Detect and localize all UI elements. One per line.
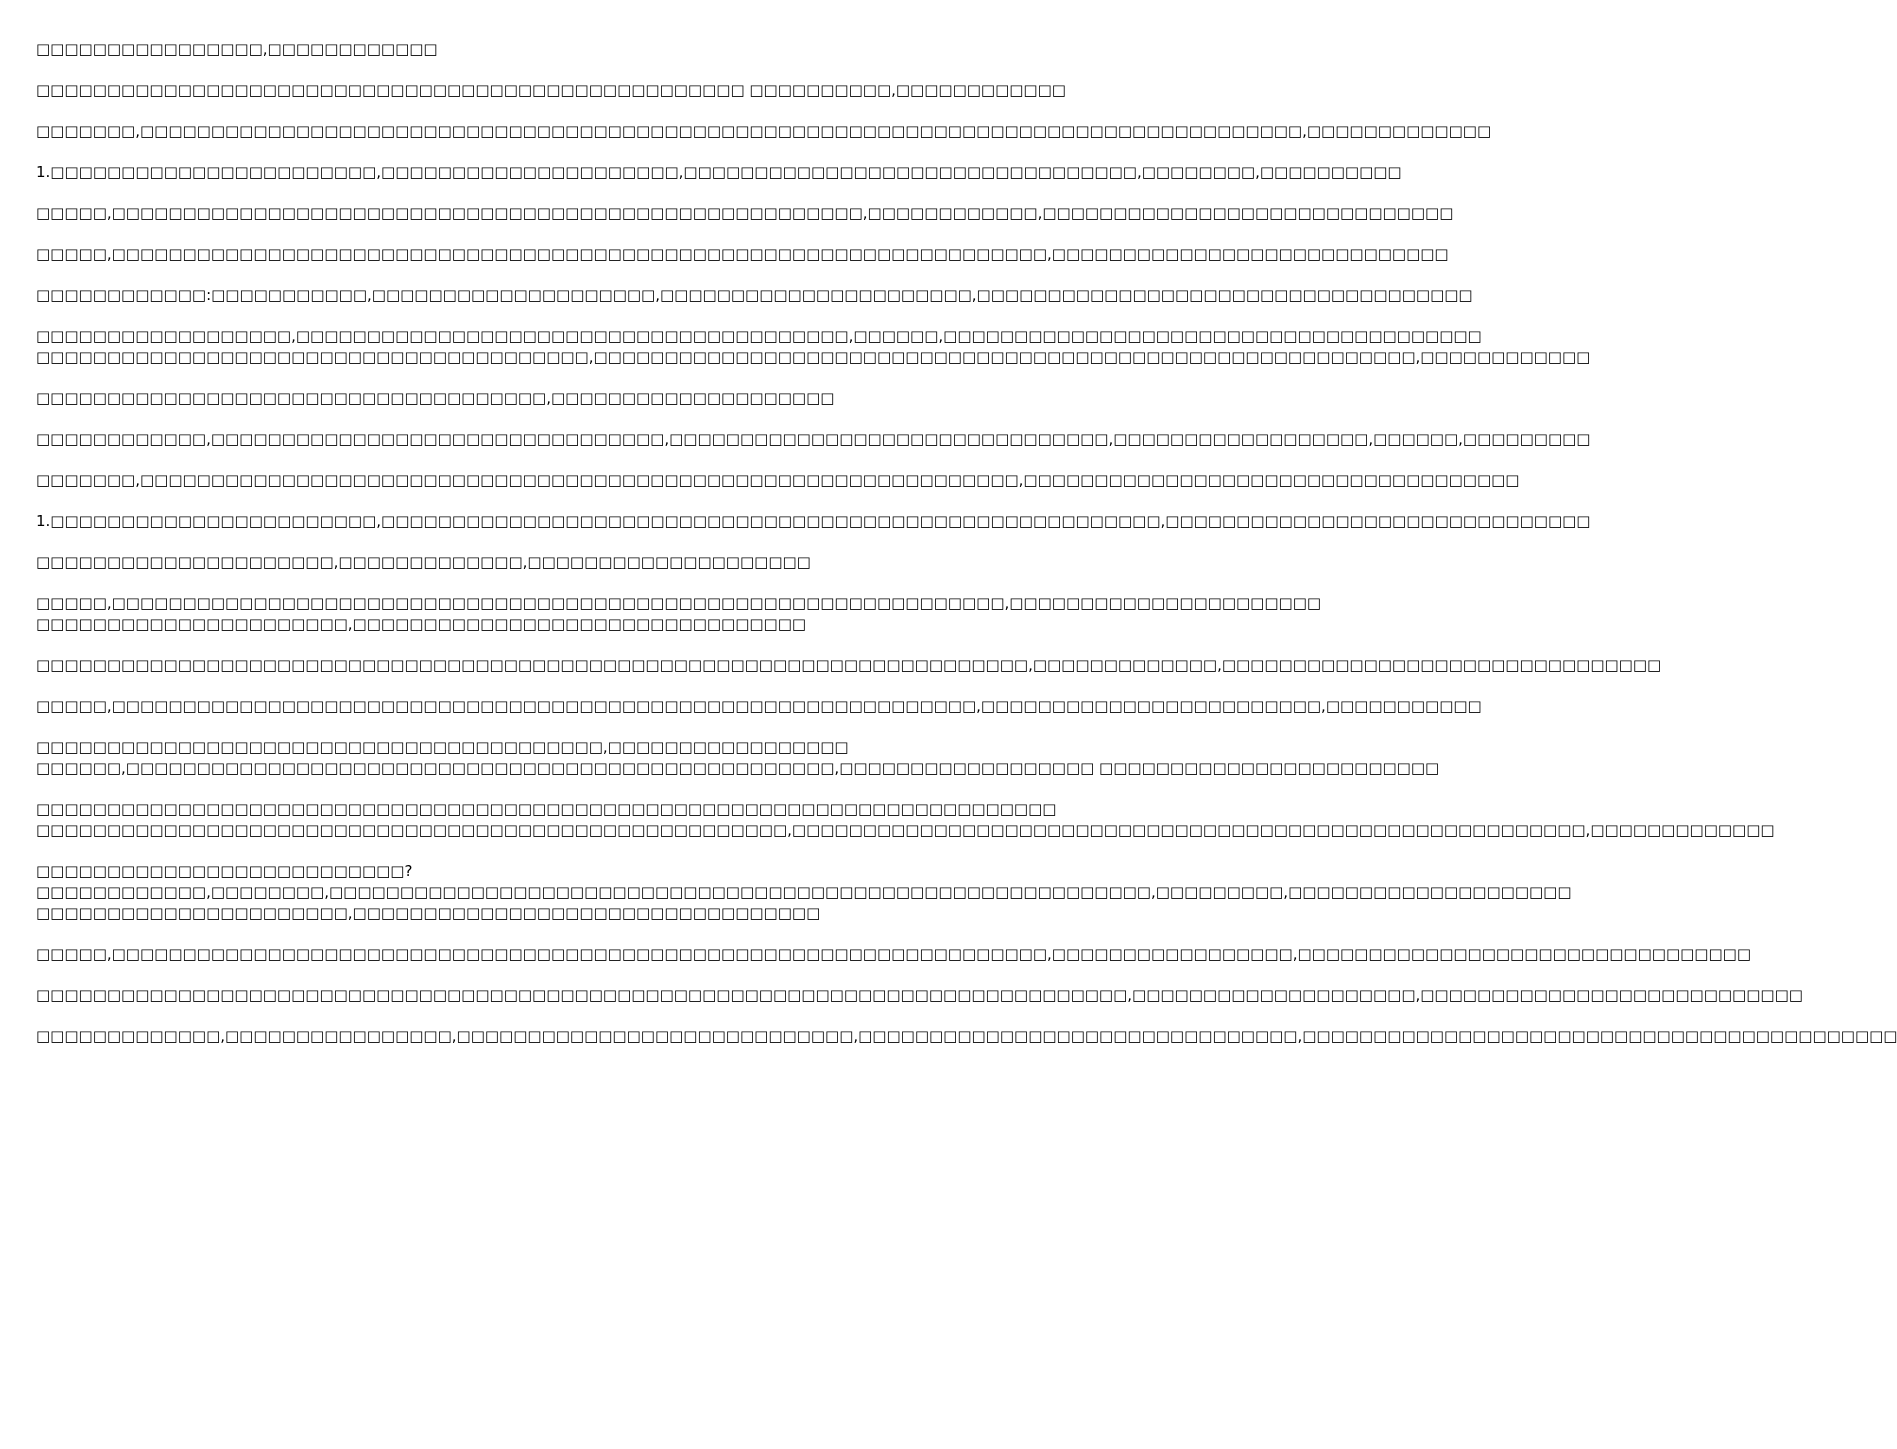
paragraph-line: □□□□□□□□□□□□□□□□□□□□□□□□□□□□□□□□□□□□□□□□□□□□□□□□□□ □□□□□□□□□□,□□□□□□□□□□□□	[36, 81, 1066, 99]
paragraph	[36, 244, 1449, 265]
paragraph	[36, 203, 1454, 224]
paragraph-line: □□□□□□□□□□□□□□□□□□□□□□□□□□□□□□□□□□□□,□□□□□□□□□□□□□□□□□□□□	[36, 389, 835, 407]
paragraph	[36, 985, 1803, 1006]
paragraph-line: □□□□□□□□□□□□□□□□□□□□□□,□□□□□□□□□□□□□□□□□□□□□□□□□□□□□□□□□	[36, 904, 821, 922]
paragraph	[36, 388, 988, 409]
paragraph	[36, 944, 1751, 965]
paragraph-line: □□□□□□□□□□□□,□□□□□□□□,□□□□□□□□□□□□□□□□□□□□□□□□□□□□□□□□□□□□□□□□□□□□□□□□□□□□□□□□□□,□□□□□□□□□,□□□□□□□□□□□□□□□□□□□□	[36, 883, 1572, 901]
paragraph-line: □□□□□□□□□□□□□,□□□□□□□□□□□□□□□□,□□□□□□□□□□□□□□□□□□□□□□□□□□□□,□□□□□□□□□□□□□□□□□□□□□□□□□□□□□□□,□□□□□□□□□□□□□□□□□□□□□□□□□□□□□□□□□□□□□□□□□□	[36, 1027, 1897, 1045]
paragraph-line: □□□□□□□□□□□□□□□□□□□□□□□□□□□□□□□□□□□□□□□□□□□□□□□□□□□□□□□□□□□□□□□□□□□□□□,□□□□□□□□□□□□□,□□□□□□□□□□□□□□□□□□□□□□□□□□□□□□□	[36, 656, 1662, 674]
paragraph	[36, 121, 1492, 142]
paragraph-line: □□□□□□□□□□□□□□□□□□□□□□□□□□?	[36, 862, 413, 880]
paragraph	[36, 39, 988, 60]
paragraph-line: □□□□□,□□□□□□□□□□□□□□□□□□□□□□□□□□□□□□□□□□□□□□□□□□□□□□□□□□□□□□□□□□□□□,□□□□□□□□□□□□□□□□□□□□□□□□,□□□□□□□□□□□	[36, 697, 1482, 715]
paragraph	[36, 799, 1775, 841]
paragraph-line: □□□□□□□,□□□□□□□□□□□□□□□□□□□□□□□□□□□□□□□□□□□□□□□□□□□□□□□□□□□□□□□□□□□□□□,□□□□□□□□□□□□□□□□□□□□□□□□□□□□□□□□□□□	[36, 471, 1520, 489]
paragraph	[36, 737, 1440, 779]
paragraph	[36, 326, 1591, 368]
paragraph	[36, 429, 1591, 450]
paragraph	[36, 80, 1066, 101]
paragraph-line: □□□□□□□□□□□□□□□□□□□□□□□□□□□□□□□□□□□□□□□□□□□□□□□□□□□□□□□□□□□□□□□□□□□□□□□□□□□□□,□□□□□□□□□□□□□□□□□□□□,□□□□□□□□□□□□□□□□□□□□□□□□□□□	[36, 986, 1803, 1004]
paragraph	[36, 470, 1520, 491]
paragraph-line: □□□□□,□□□□□□□□□□□□□□□□□□□□□□□□□□□□□□□□□□□□□□□□□□□□□□□□□□□□□□□□□□□□□□□□□□,□□□□□□□□□□□□□□□□□,□□□□□□□□□□□□□□□□□□□□□□□□□□□□□□□□	[36, 945, 1751, 963]
paragraph-line: □□□□□□□□□□□□□□□□□□,□□□□□□□□□□□□□□□□□□□□□□□□□□□□□□□□□□□□□□□,□□□□□□,□□□□□□□□□□□□□□□□□□□□□□□□□□□□□□□□□□□□□□	[36, 327, 1482, 345]
paragraph	[36, 655, 1662, 676]
paragraph-line: □□□□□□□□□□□□,□□□□□□□□□□□□□□□□□□□□□□□□□□□□□□□□,□□□□□□□□□□□□□□□□□□□□□□□□□□□□□□□,□□□□□□□□□□□□□□□□□□,□□□□□□,□□□□□□□□□	[36, 430, 1591, 448]
paragraph-line: □□□□□,□□□□□□□□□□□□□□□□□□□□□□□□□□□□□□□□□□□□□□□□□□□□□□□□□□□□□,□□□□□□□□□□□□,□□□□□□□□□□□□□□□□□□□□□□□□□□□□□	[36, 204, 1454, 222]
paragraph-line: □□□□□□□□□□□□□□□□,□□□□□□□□□□□□	[36, 40, 438, 58]
paragraph-line: 1.□□□□□□□□□□□□□□□□□□□□□□□,□□□□□□□□□□□□□□□□□□□□□,□□□□□□□□□□□□□□□□□□□□□□□□□□□□□□□□,□□□□□□□□,□□□□□□□□□□	[36, 163, 1402, 181]
paragraph-line: □□□□□□□□□□□□:□□□□□□□□□□□,□□□□□□□□□□□□□□□□□□□□,□□□□□□□□□□□□□□□□□□□□□□,□□□□□□□□□□□□□□□□□□□□□□□□□□□□□□□□□□□	[36, 286, 1473, 304]
paragraph-line: □□□□□,□□□□□□□□□□□□□□□□□□□□□□□□□□□□□□□□□□□□□□□□□□□□□□□□□□□□□□□□□□□□□□□□□□,□□□□□□□□□□□□□□□□□□□□□□□□□□□□	[36, 245, 1449, 263]
paragraph-line: □□□□□□□□□□□□□□□□□□□□□,□□□□□□□□□□□□□,□□□□□□□□□□□□□□□□□□□□	[36, 553, 811, 571]
paragraph	[36, 861, 1572, 924]
paragraph-line: □□□□□,□□□□□□□□□□□□□□□□□□□□□□□□□□□□□□□□□□□□□□□□□□□□□□□□□□□□□□□□□□□□□□□,□□□□□□□□□□□□□□□□□□□□□□	[36, 594, 1322, 612]
document-body	[36, 39, 1897, 1419]
paragraph	[36, 285, 1473, 306]
paragraph-line: □□□□□□□□□□□□□□□□□□□□□□□□□□□□□□□□□□□□□□□,□□□□□□□□□□□□□□□□□□□□□□□□□□□□□□□□□□□□□□□□□□□□□□□□□□□□□□□□□□,□□□□□□□□□□□□	[36, 348, 1591, 366]
paragraph-line: □□□□□□,□□□□□□□□□□□□□□□□□□□□□□□□□□□□□□□□□□□□□□□□□□□□□□□□□□,□□□□□□□□□□□□□□□□□□ □□□□□□□□□□□□□□□□□□□□□□□□	[36, 759, 1440, 777]
paragraph	[36, 696, 1482, 717]
paragraph	[36, 552, 988, 573]
paragraph-line: 1.□□□□□□□□□□□□□□□□□□□□□□□,□□□□□□□□□□□□□□□□□□□□□□□□□□□□□□□□□□□□□□□□□□□□□□□□□□□□□□□,□□□□□□□□□□□□□□□□□□□□□□□□□□□□□□	[36, 512, 1591, 530]
paragraph-line: □□□□□□□□□□□□□□□□□□□□□□□□□□□□□□□□□□□□□□□□□□□□□□□□□□□□□□□□□□□□□□□□□□□□□□□□	[36, 800, 1057, 818]
paragraph-line: □□□□□□□□□□□□□□□□□□□□□□□□□□□□□□□□□□□□□□□□,□□□□□□□□□□□□□□□□□	[36, 738, 849, 756]
paragraph	[36, 511, 1591, 532]
paragraph	[36, 162, 1402, 183]
paragraph-line: □□□□□□□□□□□□□□□□□□□□□□□□□□□□□□□□□□□□□□□□□□□□□□□□□□□□□,□□□□□□□□□□□□□□□□□□□□□□□□□□□□□□□□□□□□□□□□□□□□□□□□□□□□□□□□,□□□□□□□□□□□□□	[36, 821, 1775, 839]
paragraph-line: □□□□□□□□□□□□□□□□□□□□□□,□□□□□□□□□□□□□□□□□□□□□□□□□□□□□□□□	[36, 615, 807, 633]
paragraph	[36, 1026, 1897, 1047]
paragraph	[36, 593, 1322, 635]
paragraph-line: □□□□□□□,□□□□□□□□□□□□□□□□□□□□□□□□□□□□□□□□□□□□□□□□□□□□□□□□□□□□□□□□□□□□□□□□□□□□□□□□□□□□□□□□□□,□□□□□□□□□□□□□	[36, 122, 1492, 140]
